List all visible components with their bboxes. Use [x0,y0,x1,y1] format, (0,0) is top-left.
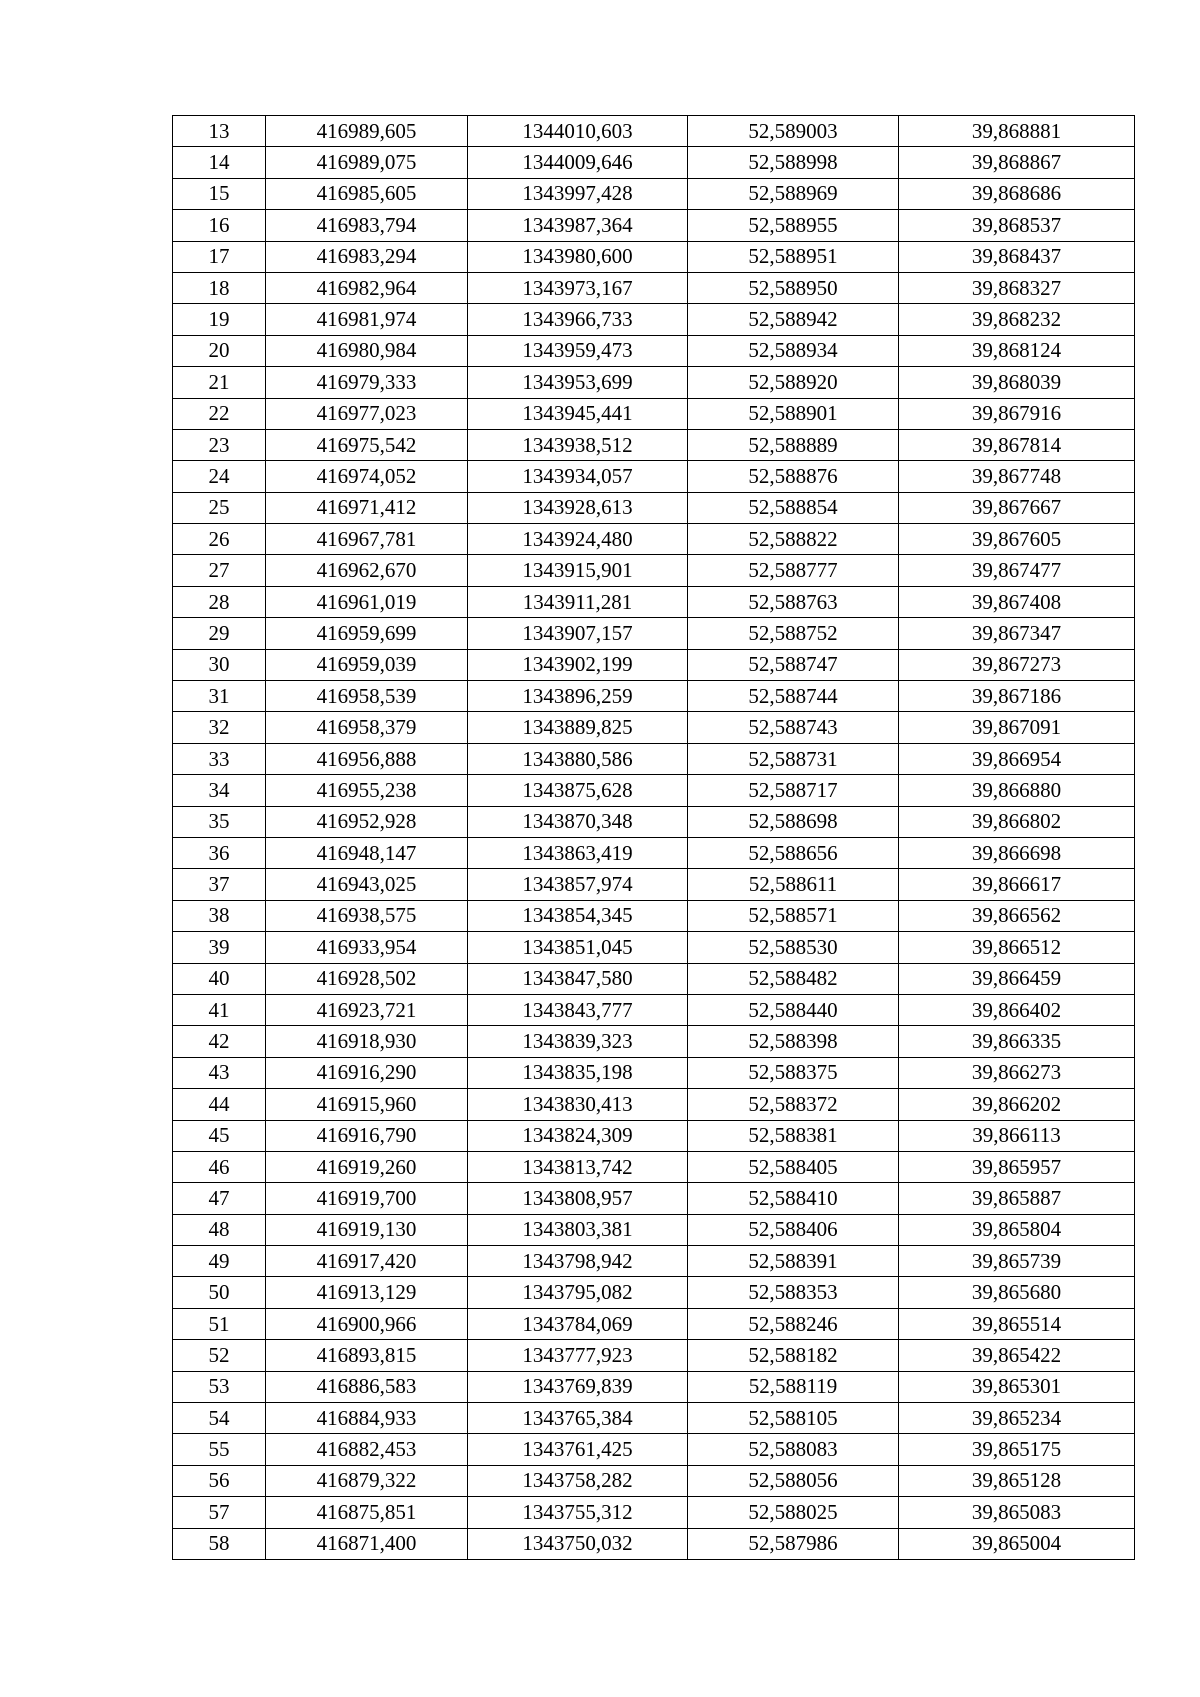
longitude-cell: 39,868867 [899,147,1135,178]
y-coordinate-cell: 1343808,957 [468,1183,688,1214]
table-row [173,1089,1135,1120]
longitude-cell: 39,868881 [899,116,1135,147]
x-coordinate-cell: 416974,052 [266,461,468,492]
x-coordinate-cell: 416961,019 [266,586,468,617]
latitude-cell: 52,588119 [688,1371,899,1402]
point-number-cell: 26 [173,524,266,555]
x-coordinate-cell: 416882,453 [266,1434,468,1465]
table-row [173,178,1135,209]
longitude-cell: 39,868437 [899,241,1135,272]
longitude-cell: 39,865422 [899,1340,1135,1371]
table-row [173,994,1135,1025]
y-coordinate-cell: 1343784,069 [468,1308,688,1339]
y-coordinate-cell: 1343830,413 [468,1089,688,1120]
table-row [173,367,1135,398]
x-coordinate-cell: 416938,575 [266,900,468,931]
longitude-cell: 39,865957 [899,1151,1135,1182]
latitude-cell: 52,588406 [688,1214,899,1245]
point-number-cell: 51 [173,1308,266,1339]
table-row [173,524,1135,555]
x-coordinate-cell: 416923,721 [266,994,468,1025]
latitude-cell: 52,588889 [688,429,899,460]
latitude-cell: 52,588698 [688,806,899,837]
latitude-cell: 52,589003 [688,116,899,147]
x-coordinate-cell: 416884,933 [266,1403,468,1434]
table-row [173,304,1135,335]
point-number-cell: 40 [173,963,266,994]
longitude-cell: 39,865175 [899,1434,1135,1465]
latitude-cell: 52,588056 [688,1465,899,1496]
table-row [173,1403,1135,1434]
point-number-cell: 27 [173,555,266,586]
table-row [173,932,1135,963]
latitude-cell: 52,588951 [688,241,899,272]
latitude-cell: 52,588717 [688,775,899,806]
y-coordinate-cell: 1343915,901 [468,555,688,586]
y-coordinate-cell: 1343839,323 [468,1026,688,1057]
longitude-cell: 39,866202 [899,1089,1135,1120]
point-number-cell: 20 [173,335,266,366]
latitude-cell: 52,588763 [688,586,899,617]
latitude-cell: 52,588530 [688,932,899,963]
table-row [173,586,1135,617]
longitude-cell: 39,865004 [899,1528,1135,1559]
point-number-cell: 43 [173,1057,266,1088]
y-coordinate-cell: 1343795,082 [468,1277,688,1308]
x-coordinate-cell: 416893,815 [266,1340,468,1371]
x-coordinate-cell: 416985,605 [266,178,468,209]
y-coordinate-cell: 1343750,032 [468,1528,688,1559]
x-coordinate-cell: 416982,964 [266,272,468,303]
longitude-cell: 39,867916 [899,398,1135,429]
longitude-cell: 39,865128 [899,1465,1135,1496]
latitude-cell: 52,588942 [688,304,899,335]
longitude-cell: 39,868124 [899,335,1135,366]
y-coordinate-cell: 1343924,480 [468,524,688,555]
longitude-cell: 39,865739 [899,1246,1135,1277]
latitude-cell: 52,588731 [688,743,899,774]
table-row [173,147,1135,178]
y-coordinate-cell: 1343863,419 [468,837,688,868]
x-coordinate-cell: 416919,130 [266,1214,468,1245]
y-coordinate-cell: 1343803,381 [468,1214,688,1245]
y-coordinate-cell: 1343851,045 [468,932,688,963]
table-row [173,963,1135,994]
point-number-cell: 57 [173,1497,266,1528]
y-coordinate-cell: 1343896,259 [468,681,688,712]
longitude-cell: 39,867186 [899,681,1135,712]
latitude-cell: 52,588372 [688,1089,899,1120]
point-number-cell: 36 [173,837,266,868]
point-number-cell: 15 [173,178,266,209]
table-row [173,806,1135,837]
latitude-cell: 52,588105 [688,1403,899,1434]
y-coordinate-cell: 1343761,425 [468,1434,688,1465]
y-coordinate-cell: 1343798,942 [468,1246,688,1277]
point-number-cell: 55 [173,1434,266,1465]
point-number-cell: 17 [173,241,266,272]
table-row [173,210,1135,241]
table-row [173,837,1135,868]
longitude-cell: 39,867091 [899,712,1135,743]
x-coordinate-cell: 416948,147 [266,837,468,868]
longitude-cell: 39,866335 [899,1026,1135,1057]
table-row [173,900,1135,931]
longitude-cell: 39,866113 [899,1120,1135,1151]
table-row [173,555,1135,586]
latitude-cell: 52,588998 [688,147,899,178]
coordinates-table [172,115,1135,1560]
latitude-cell: 52,588375 [688,1057,899,1088]
table-row [173,1057,1135,1088]
point-number-cell: 28 [173,586,266,617]
table-row [173,1214,1135,1245]
latitude-cell: 52,588747 [688,649,899,680]
point-number-cell: 22 [173,398,266,429]
point-number-cell: 56 [173,1465,266,1496]
point-number-cell: 54 [173,1403,266,1434]
latitude-cell: 52,588777 [688,555,899,586]
latitude-cell: 52,588391 [688,1246,899,1277]
longitude-cell: 39,866273 [899,1057,1135,1088]
table-row [173,1026,1135,1057]
point-number-cell: 31 [173,681,266,712]
x-coordinate-cell: 416983,794 [266,210,468,241]
x-coordinate-cell: 416959,699 [266,618,468,649]
table-row [173,461,1135,492]
y-coordinate-cell: 1343870,348 [468,806,688,837]
x-coordinate-cell: 416886,583 [266,1371,468,1402]
point-number-cell: 16 [173,210,266,241]
point-number-cell: 13 [173,116,266,147]
y-coordinate-cell: 1343902,199 [468,649,688,680]
x-coordinate-cell: 416977,023 [266,398,468,429]
y-coordinate-cell: 1343987,364 [468,210,688,241]
longitude-cell: 39,867273 [899,649,1135,680]
table-row [173,618,1135,649]
latitude-cell: 52,588744 [688,681,899,712]
y-coordinate-cell: 1343973,167 [468,272,688,303]
x-coordinate-cell: 416983,294 [266,241,468,272]
latitude-cell: 52,588876 [688,461,899,492]
point-number-cell: 21 [173,367,266,398]
point-number-cell: 45 [173,1120,266,1151]
x-coordinate-cell: 416958,539 [266,681,468,712]
longitude-cell: 39,867347 [899,618,1135,649]
point-number-cell: 25 [173,492,266,523]
x-coordinate-cell: 416933,954 [266,932,468,963]
y-coordinate-cell: 1343835,198 [468,1057,688,1088]
y-coordinate-cell: 1343813,742 [468,1151,688,1182]
table-row [173,116,1135,147]
x-coordinate-cell: 416916,790 [266,1120,468,1151]
x-coordinate-cell: 416917,420 [266,1246,468,1277]
longitude-cell: 39,866880 [899,775,1135,806]
table-row [173,869,1135,900]
longitude-cell: 39,867814 [899,429,1135,460]
x-coordinate-cell: 416879,322 [266,1465,468,1496]
x-coordinate-cell: 416919,260 [266,1151,468,1182]
latitude-cell: 52,588381 [688,1120,899,1151]
latitude-cell: 52,588752 [688,618,899,649]
y-coordinate-cell: 1343843,777 [468,994,688,1025]
point-number-cell: 42 [173,1026,266,1057]
y-coordinate-cell: 1343945,441 [468,398,688,429]
latitude-cell: 52,588854 [688,492,899,523]
y-coordinate-cell: 1343880,586 [468,743,688,774]
latitude-cell: 52,588405 [688,1151,899,1182]
table-row [173,775,1135,806]
table-row [173,1151,1135,1182]
point-number-cell: 41 [173,994,266,1025]
table-row [173,429,1135,460]
point-number-cell: 18 [173,272,266,303]
x-coordinate-cell: 416971,412 [266,492,468,523]
longitude-cell: 39,867605 [899,524,1135,555]
y-coordinate-cell: 1344010,603 [468,116,688,147]
x-coordinate-cell: 416959,039 [266,649,468,680]
y-coordinate-cell: 1343857,974 [468,869,688,900]
y-coordinate-cell: 1343758,282 [468,1465,688,1496]
point-number-cell: 44 [173,1089,266,1120]
longitude-cell: 39,868327 [899,272,1135,303]
y-coordinate-cell: 1343824,309 [468,1120,688,1151]
y-coordinate-cell: 1343934,057 [468,461,688,492]
x-coordinate-cell: 416958,379 [266,712,468,743]
x-coordinate-cell: 416919,700 [266,1183,468,1214]
x-coordinate-cell: 416915,960 [266,1089,468,1120]
table-row [173,681,1135,712]
latitude-cell: 52,588934 [688,335,899,366]
point-number-cell: 53 [173,1371,266,1402]
latitude-cell: 52,588440 [688,994,899,1025]
table-row [173,1120,1135,1151]
x-coordinate-cell: 416989,605 [266,116,468,147]
longitude-cell: 39,868039 [899,367,1135,398]
y-coordinate-cell: 1343980,600 [468,241,688,272]
point-number-cell: 24 [173,461,266,492]
x-coordinate-cell: 416900,966 [266,1308,468,1339]
x-coordinate-cell: 416962,670 [266,555,468,586]
longitude-cell: 39,865301 [899,1371,1135,1402]
x-coordinate-cell: 416916,290 [266,1057,468,1088]
point-number-cell: 34 [173,775,266,806]
table-row [173,1371,1135,1402]
latitude-cell: 52,588083 [688,1434,899,1465]
x-coordinate-cell: 416967,781 [266,524,468,555]
longitude-cell: 39,867408 [899,586,1135,617]
longitude-cell: 39,866512 [899,932,1135,963]
coordinates-table-body [173,116,1135,1560]
table-row [173,272,1135,303]
latitude-cell: 52,588025 [688,1497,899,1528]
table-row [173,1246,1135,1277]
x-coordinate-cell: 416952,928 [266,806,468,837]
table-row [173,398,1135,429]
y-coordinate-cell: 1343847,580 [468,963,688,994]
y-coordinate-cell: 1343938,512 [468,429,688,460]
x-coordinate-cell: 416928,502 [266,963,468,994]
latitude-cell: 52,588482 [688,963,899,994]
longitude-cell: 39,868232 [899,304,1135,335]
latitude-cell: 52,588611 [688,869,899,900]
point-number-cell: 29 [173,618,266,649]
y-coordinate-cell: 1343854,345 [468,900,688,931]
table-row [173,492,1135,523]
latitude-cell: 52,588398 [688,1026,899,1057]
table-row [173,1183,1135,1214]
y-coordinate-cell: 1343928,613 [468,492,688,523]
table-row [173,335,1135,366]
latitude-cell: 52,588822 [688,524,899,555]
longitude-cell: 39,865680 [899,1277,1135,1308]
latitude-cell: 52,588950 [688,272,899,303]
x-coordinate-cell: 416913,129 [266,1277,468,1308]
x-coordinate-cell: 416979,333 [266,367,468,398]
y-coordinate-cell: 1344009,646 [468,147,688,178]
longitude-cell: 39,866954 [899,743,1135,774]
table-row [173,1340,1135,1371]
longitude-cell: 39,865887 [899,1183,1135,1214]
longitude-cell: 39,865234 [899,1403,1135,1434]
point-number-cell: 30 [173,649,266,680]
table-row [173,1434,1135,1465]
point-number-cell: 35 [173,806,266,837]
longitude-cell: 39,867477 [899,555,1135,586]
y-coordinate-cell: 1343769,839 [468,1371,688,1402]
y-coordinate-cell: 1343755,312 [468,1497,688,1528]
point-number-cell: 37 [173,869,266,900]
point-number-cell: 52 [173,1340,266,1371]
table-row [173,241,1135,272]
y-coordinate-cell: 1343911,281 [468,586,688,617]
point-number-cell: 46 [173,1151,266,1182]
latitude-cell: 52,588955 [688,210,899,241]
x-coordinate-cell: 416981,974 [266,304,468,335]
point-number-cell: 58 [173,1528,266,1559]
latitude-cell: 52,588656 [688,837,899,868]
latitude-cell: 52,587986 [688,1528,899,1559]
point-number-cell: 33 [173,743,266,774]
longitude-cell: 39,866562 [899,900,1135,931]
y-coordinate-cell: 1343875,628 [468,775,688,806]
point-number-cell: 23 [173,429,266,460]
longitude-cell: 39,867748 [899,461,1135,492]
longitude-cell: 39,866402 [899,994,1135,1025]
y-coordinate-cell: 1343907,157 [468,618,688,649]
longitude-cell: 39,865083 [899,1497,1135,1528]
y-coordinate-cell: 1343777,923 [468,1340,688,1371]
latitude-cell: 52,588901 [688,398,899,429]
table-row [173,649,1135,680]
longitude-cell: 39,866802 [899,806,1135,837]
longitude-cell: 39,867667 [899,492,1135,523]
longitude-cell: 39,868537 [899,210,1135,241]
longitude-cell: 39,866617 [899,869,1135,900]
x-coordinate-cell: 416975,542 [266,429,468,460]
latitude-cell: 52,588246 [688,1308,899,1339]
point-number-cell: 50 [173,1277,266,1308]
point-number-cell: 32 [173,712,266,743]
y-coordinate-cell: 1343889,825 [468,712,688,743]
y-coordinate-cell: 1343997,428 [468,178,688,209]
table-row [173,1465,1135,1496]
latitude-cell: 52,588920 [688,367,899,398]
x-coordinate-cell: 416989,075 [266,147,468,178]
latitude-cell: 52,588353 [688,1277,899,1308]
y-coordinate-cell: 1343966,733 [468,304,688,335]
point-number-cell: 38 [173,900,266,931]
table-row [173,1277,1135,1308]
y-coordinate-cell: 1343959,473 [468,335,688,366]
table-row [173,712,1135,743]
latitude-cell: 52,588571 [688,900,899,931]
x-coordinate-cell: 416875,851 [266,1497,468,1528]
x-coordinate-cell: 416943,025 [266,869,468,900]
x-coordinate-cell: 416956,888 [266,743,468,774]
x-coordinate-cell: 416955,238 [266,775,468,806]
x-coordinate-cell: 416871,400 [266,1528,468,1559]
point-number-cell: 39 [173,932,266,963]
point-number-cell: 19 [173,304,266,335]
longitude-cell: 39,866459 [899,963,1135,994]
x-coordinate-cell: 416918,930 [266,1026,468,1057]
latitude-cell: 52,588410 [688,1183,899,1214]
x-coordinate-cell: 416980,984 [266,335,468,366]
longitude-cell: 39,868686 [899,178,1135,209]
point-number-cell: 48 [173,1214,266,1245]
latitude-cell: 52,588182 [688,1340,899,1371]
point-number-cell: 14 [173,147,266,178]
longitude-cell: 39,866698 [899,837,1135,868]
longitude-cell: 39,865514 [899,1308,1135,1339]
longitude-cell: 39,865804 [899,1214,1135,1245]
table-row [173,743,1135,774]
point-number-cell: 49 [173,1246,266,1277]
y-coordinate-cell: 1343765,384 [468,1403,688,1434]
point-number-cell: 47 [173,1183,266,1214]
table-row [173,1497,1135,1528]
latitude-cell: 52,588969 [688,178,899,209]
table-row [173,1308,1135,1339]
y-coordinate-cell: 1343953,699 [468,367,688,398]
latitude-cell: 52,588743 [688,712,899,743]
table-row [173,1528,1135,1559]
